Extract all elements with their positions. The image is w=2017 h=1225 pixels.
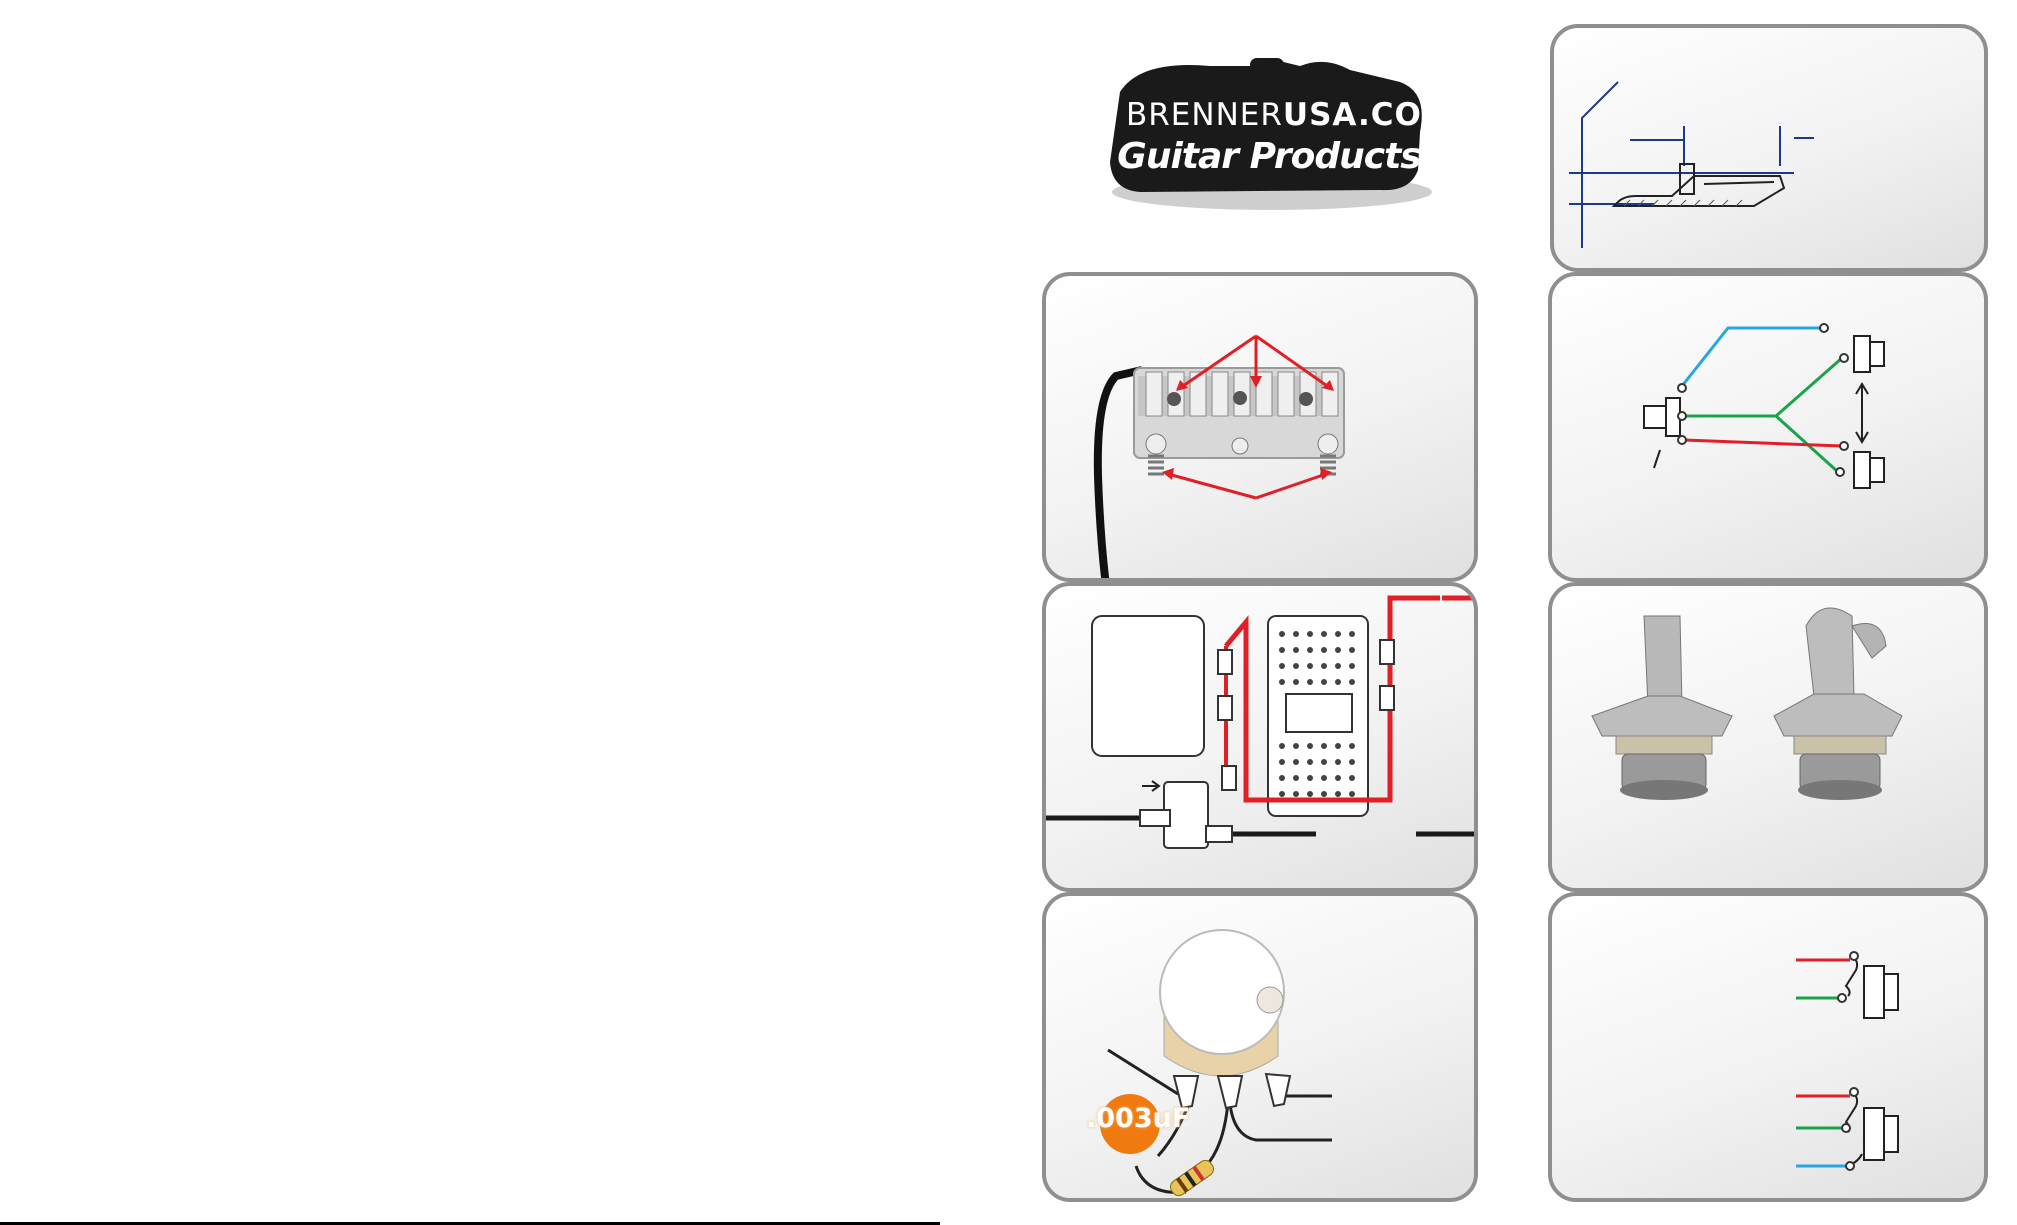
panel-dimension-drawing bbox=[1550, 24, 1988, 272]
panel-tone-pot-wiring bbox=[1042, 892, 1478, 1202]
bridge-photo-icon bbox=[1046, 276, 1478, 582]
capacitor-value-label: .003uF bbox=[1086, 1103, 1191, 1134]
logo-site-name: BRENNERUSA.COM bbox=[1126, 97, 1454, 133]
signal-chain-diagram bbox=[1046, 586, 1478, 892]
stereo-jack-wiring-diagram bbox=[1552, 276, 1988, 582]
logo-tagline: Guitar Products bbox=[1117, 136, 1421, 177]
panel-bridge-photo bbox=[1042, 272, 1478, 582]
jack-lug-diagram bbox=[1552, 896, 1988, 1202]
brand-logo bbox=[1100, 52, 1454, 222]
panel-jack-wiring-diagram bbox=[1548, 272, 1988, 582]
potentiometer-icon bbox=[1046, 896, 1478, 1202]
jack-photo-icon bbox=[1552, 586, 1988, 892]
bridge-dimension-diagram bbox=[1554, 28, 1988, 272]
panel-pedalboard-wiring bbox=[1042, 582, 1478, 892]
resistor-icon bbox=[1168, 1158, 1216, 1199]
panel-jack-photos bbox=[1548, 582, 1988, 892]
panel-jack-lug-wiring bbox=[1548, 892, 1988, 1202]
